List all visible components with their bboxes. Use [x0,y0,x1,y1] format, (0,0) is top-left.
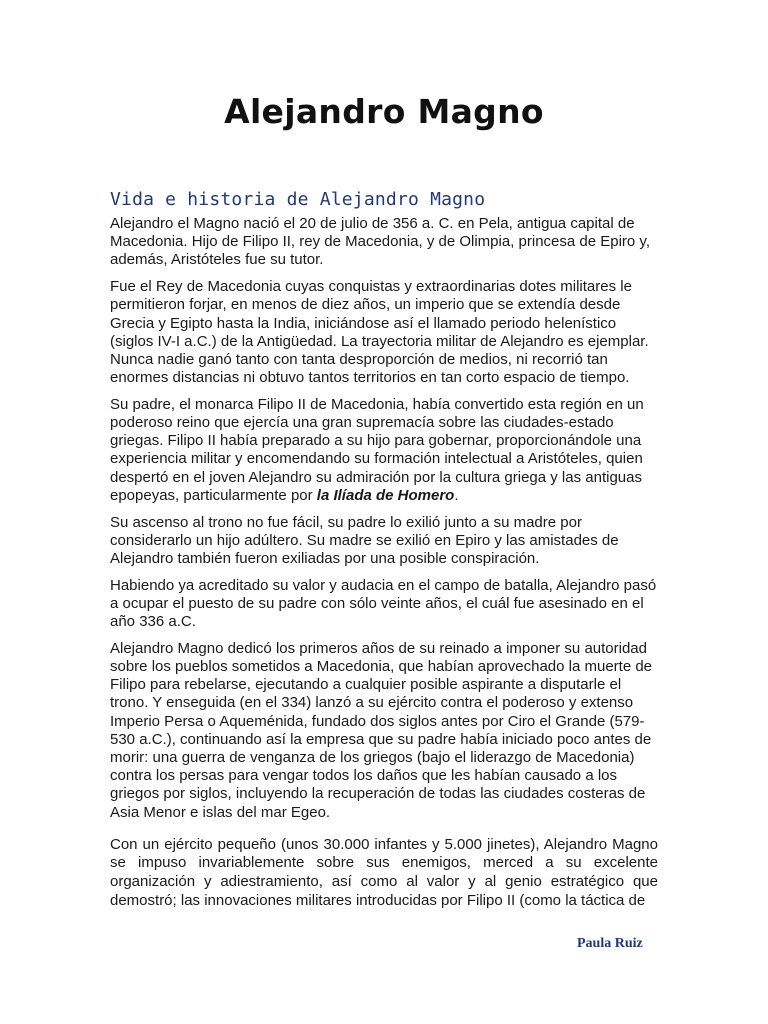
paragraph: Fue el Rey de Macedonia cuyas conquistas y extraordinarias dotes militares le permitieron forjar, en menos de diez años, un imperio que se extendía desde Grecia y Egipto hasta la India, iniciándose así el llamado periodo helenístico (siglos IV-I a.C.) de la Antigüedad. La trayectoria militar de Alejandro es ejemplar. Nunca nadie ganó tanto con tanta desproporción de medios, ni recorrió tan enormes distancias ni obtuvo tantos territorios en tan corto espacio de tiempo. [110,278,649,387]
author-name: Paula Ruiz [577,936,643,951]
paragraph: Su ascenso al trono no fue fácil, su padre lo exilió junto a su madre por considerarlo un hijo adúltero. Su madre se exilió en Epiro y las amistades de Alejandro también fueron exiliadas por una posible conspiración. [110,513,619,567]
body-text [110,215,658,919]
paragraph: Con un ejército pequeño (unos 30.000 infantes y 5.000 jinetes), Alejandro Magno se impuso invariablemente sobre sus enemigos, merced a su excelente organización y adiestramiento, así como al valor y al genio estratégico que demostró; las innovaciones militares introducidas por Filipo II (como la táctica de [110,835,658,909]
paragraph: Habiendo ya acreditado su valor y audacia en el campo de batalla, Alejandro pasó a ocupar el puesto de su padre con sólo veinte años, el cuál fue asesinado en el año 336 a.C. [110,576,657,631]
paragraph: Alejandro Magno dedicó los primeros años de su reinado a imponer su autoridad sobre los pueblos sometidos a Macedonia, que habían aprovechado la muerte de Filipo para rebelarse, ejecutando a cualquier posible aspirante a disputarle el trono. Y enseguida (en el 334) lanzó a su ejército contra el poderoso y extenso Imperio Persa o Aqueménida, fundado dos siglos antes por Ciro el Grande (579-530 a.C.), continuando así la empresa que su padre había iniciado poco antes de morir: una guerra de venganza de los griegos (bajo el liderazgo de Macedonia) contra los persas para vengar todos los daños que les habían causado a los griegos por siglos, incluyendo la recuperación de todas las ciudades costeras de Asia Menor e islas del mar Egeo. [110,639,653,821]
book-title: la Ilíada de Homero [316,486,455,504]
page-title: Alejandro Magno [224,92,544,131]
paragraph-text: Su padre, el monarca Filipo II de Macedonia, había convertido esta región en un poderoso reino que ejercía una gran supremacía sobre las ciudades-estado griegas. Filipo II había preparado a su hijo para gobernar, proporcionándole una experiencia militar y encomendando su formación intelectual a Aristóteles, quien despertó en el joven Alejandro su admiración por la cultura griega y las antiguas epopeyas, particularmente por [110,395,644,504]
paragraph-text-end: . [454,486,459,504]
paragraph [110,396,658,505]
paragraph: Alejandro el Magno nació el 20 de julio de 356 a. C. en Pela, antigua capital de Macedonia. Hijo de Filipo II, rey de Macedonia, y de Olimpia, princesa de Epiro y, además, Aristóteles fue su tutor. [110,215,650,269]
section-subtitle: Vida e historia de Alejandro Magno [110,189,486,210]
